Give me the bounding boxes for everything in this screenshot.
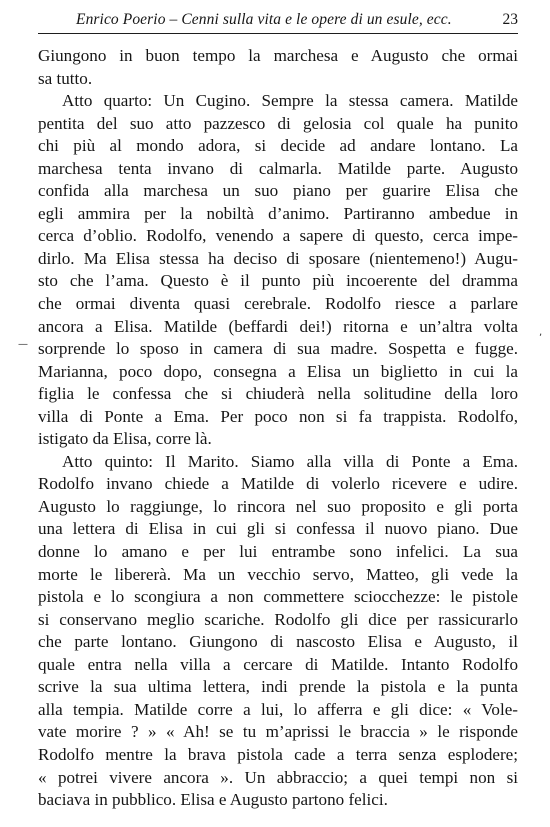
text-line: donne lo amano e per lui entrambe sono infelici. La sua bbox=[38, 542, 518, 562]
text-line: sorprende lo sposo in camera di sua madre. Sospetta e fugge. bbox=[38, 339, 518, 359]
text-line: sa tutto. bbox=[38, 68, 93, 88]
text-line: Marianna, poco dopo, consegna a Elisa un biglietto in cui la bbox=[38, 361, 518, 381]
text-line: marchesa tenta invano di calmarla. Matilde parte. Augusto bbox=[38, 158, 518, 178]
running-title: Enrico Poerio – Cenni sulla vita e le opere di un esule, ecc. bbox=[76, 11, 452, 28]
text-line: che parte lontano. Giungono di nascosto Elisa e Augusto, il bbox=[38, 632, 518, 652]
text-line: una lettera di Elisa in cui gli si confessa il nuovo piano. Due bbox=[38, 519, 518, 539]
text-line: figlia le confessa che si chiuderà nella solitudine della loro bbox=[38, 384, 518, 404]
text-line: quale entra nella villa a cercare di Matilde. Intanto Rodolfo bbox=[38, 654, 518, 674]
text-line: villa di Ponte a Ema. Per poco non si fa trappista. Rodolfo, bbox=[38, 406, 518, 426]
text-line: pistola e lo scongiura a non commettere sciocchezze: le pistole bbox=[38, 587, 518, 607]
paragraph-act-five bbox=[38, 451, 518, 812]
margin-mark: , bbox=[539, 327, 543, 338]
text-line: dirlo. Ma Elisa stessa ha deciso di sposare (nientemeno!) Augu- bbox=[38, 248, 518, 268]
text-line: pentita del suo atto pazzesco di gelosia col quale ha punito bbox=[38, 113, 518, 133]
text-line: « potrei vivere ancora ». Un abbraccio; a quei tempi non si bbox=[38, 767, 518, 787]
paragraph-continuation bbox=[38, 45, 518, 90]
text-line: Rodolfo invano chiede a Matilde di volerlo ricevere e udire. bbox=[38, 474, 518, 494]
text-line: chi più al mondo adora, si decide ad andare lontano. La bbox=[38, 136, 518, 156]
text-line: Atto quarto: Un Cugino. Sempre la stessa camera. Matilde bbox=[62, 91, 518, 111]
running-head bbox=[38, 7, 518, 34]
text-line: morte le libererà. Ma un vecchio servo, Matteo, gli vede la bbox=[38, 564, 518, 584]
text-line: alla tempia. Matilde corre a lui, lo afferra e gli dice: « Vole- bbox=[38, 699, 518, 719]
text-line: che ormai diventa quasi cerebrale. Rodolfo riesce a parlare bbox=[38, 294, 518, 314]
text-line: Augusto lo raggiunge, lo rincora nel suo proposito e gli porta bbox=[38, 496, 518, 516]
text-line: Atto quinto: Il Marito. Siamo alla villa di Ponte a Ema. bbox=[62, 451, 518, 471]
margin-mark: — bbox=[18, 339, 28, 350]
text-line: sto che l’ama. Questo è il punto più incoerente del dramma bbox=[38, 271, 518, 291]
text-line: Giungono in buon tempo la marchesa e Augusto che ormai bbox=[38, 46, 518, 65]
body-text bbox=[38, 45, 518, 812]
text-line: ancora a Elisa. Matilde (beffardi dei!) ritorna e un’altra volta bbox=[38, 316, 518, 336]
text-line: cerca d’oblio. Rodolfo, venendo a sapere di questo, cerca impe- bbox=[38, 226, 518, 246]
text-line: vate morire ? » « Ah! se tu m’aprissi le braccia » le risponde bbox=[38, 722, 518, 742]
text-line: confida alla marchesa un suo piano per guarire Elisa che bbox=[38, 181, 518, 201]
text-line: Rodolfo mentre la brava pistola cade a terra senza esplodere; bbox=[38, 744, 518, 764]
text-line: baciava in pubblico. Elisa e Augusto partono felici. bbox=[38, 790, 388, 810]
text-line: egli ammira per la nobiltà d’animo. Partiranno ambedue in bbox=[38, 203, 518, 223]
paragraph-act-four bbox=[38, 90, 518, 451]
text-line: istigato da Elisa, corre là. bbox=[38, 429, 212, 449]
page-number: 23 bbox=[502, 11, 518, 28]
text-line: si conservano meglio scariche. Rodolfo gli dice per rassicurarlo bbox=[38, 609, 518, 629]
text-line: scrive la sua ultima lettera, indi prende la pistola e la punta bbox=[38, 677, 518, 697]
